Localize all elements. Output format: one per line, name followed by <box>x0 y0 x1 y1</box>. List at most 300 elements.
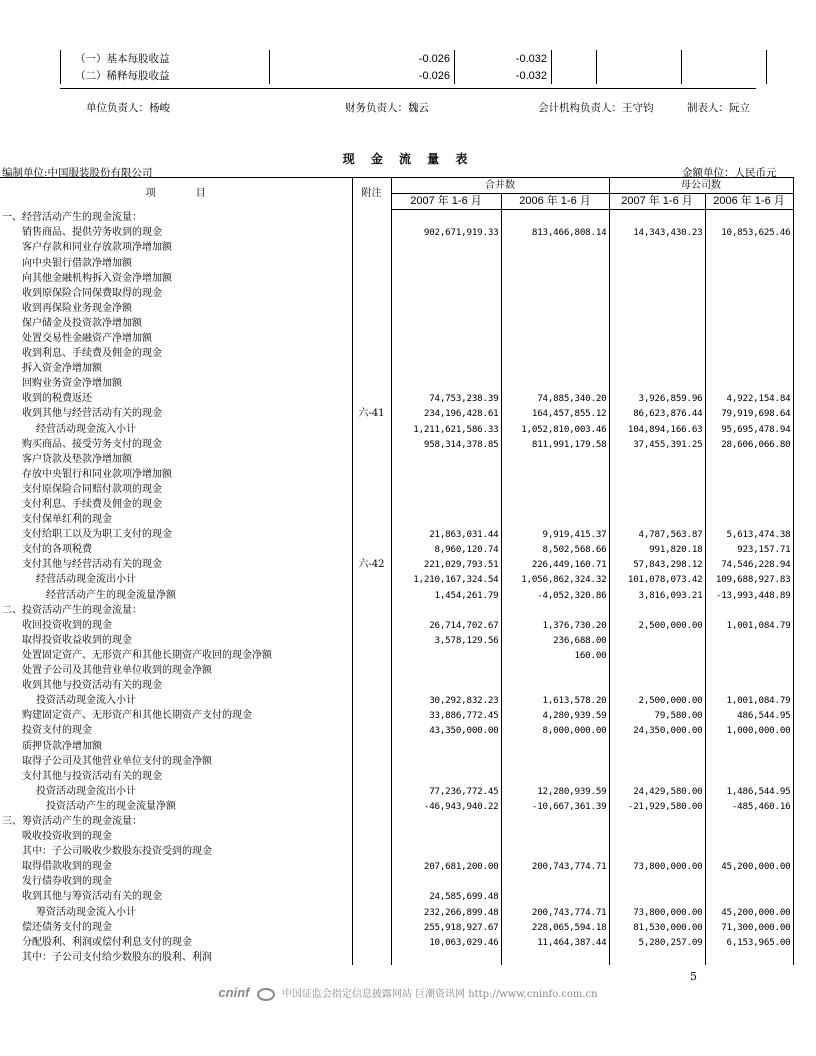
row-label: 取得投资收益收到的现金 <box>22 634 132 646</box>
row-amount <box>501 240 609 255</box>
row-label: 购建固定资产、无形资产和其他长期资产支付的现金 <box>22 710 252 722</box>
row-amount: 1,056,862,324.32 <box>501 572 609 587</box>
row-label: 回购业务资金净增加额 <box>22 378 122 390</box>
table-row <box>0 935 793 950</box>
row-amount: 1,211,621,586.33 <box>391 422 501 437</box>
row-amount <box>705 271 793 286</box>
row-amount: 45,200,000.00 <box>705 905 793 920</box>
row-label: 收到其他与经营活动有关的现金 <box>22 408 162 420</box>
row-note <box>352 708 391 723</box>
row-note <box>352 422 391 437</box>
row-amount <box>705 648 793 663</box>
row-note <box>352 678 391 693</box>
row-amount <box>705 497 793 512</box>
table-row <box>0 678 793 693</box>
table-row <box>0 603 793 618</box>
row-amount <box>391 271 501 286</box>
page-number: 5 <box>690 970 697 983</box>
row-amount: -21,929,580.00 <box>609 799 705 814</box>
row-amount <box>609 316 705 331</box>
row-amount <box>391 512 501 527</box>
row-amount <box>501 316 609 331</box>
row-amount: 71,300,000.00 <box>705 920 793 935</box>
row-amount <box>609 452 705 467</box>
row-note <box>352 512 391 527</box>
table-row <box>0 271 793 286</box>
row-amount <box>391 874 501 889</box>
row-amount: 255,918,927.67 <box>391 920 501 935</box>
row-amount: 9,919,415.37 <box>501 527 609 542</box>
row-amount <box>391 286 501 301</box>
row-label: 投资活动产生的现金流量净额 <box>46 800 176 812</box>
table-row <box>0 361 793 376</box>
row-amount: 81,530,000.00 <box>609 920 705 935</box>
note-header: 附注 <box>352 178 391 210</box>
row-note <box>352 859 391 874</box>
row-amount <box>609 678 705 693</box>
row-amount <box>705 482 793 497</box>
row-label: 支付原保险合同赔付款项的现金 <box>22 483 162 495</box>
row-label: 质押贷款净增加额 <box>22 740 102 752</box>
row-amount <box>391 738 501 753</box>
row-amount: 8,000,000.00 <box>501 723 609 738</box>
table-row <box>0 708 793 723</box>
row-note <box>352 874 391 889</box>
row-amount: 24,585,699.48 <box>391 889 501 904</box>
row-amount <box>609 633 705 648</box>
row-amount: 160.00 <box>501 648 609 663</box>
row-amount: 228,065,594.18 <box>501 920 609 935</box>
table-row <box>0 829 793 844</box>
row-amount: 958,314,378.85 <box>391 437 501 452</box>
accounting-head-signature: 会计机构负责人：王守钧 <box>538 102 654 114</box>
row-amount: 73,800,000.00 <box>609 859 705 874</box>
row-label: 处置固定资产、无形资产和其他长期资产收回的现金净额 <box>22 649 272 661</box>
row-note <box>352 618 391 633</box>
row-amount: 226,449,160.71 <box>501 557 609 572</box>
table-row <box>0 663 793 678</box>
row-amount: 486,544.95 <box>705 708 793 723</box>
row-amount <box>391 769 501 784</box>
row-amount: -485,460.16 <box>705 799 793 814</box>
row-note <box>352 935 391 950</box>
row-amount <box>501 512 609 527</box>
table-row <box>0 769 793 784</box>
row-label: 收到原保险合同保费取得的现金 <box>22 287 162 299</box>
row-amount <box>391 678 501 693</box>
row-amount <box>609 603 705 618</box>
row-amount: 8,960,120.74 <box>391 542 501 557</box>
table-row <box>0 754 793 769</box>
row-amount: 1,052,810,003.46 <box>501 422 609 437</box>
eps-table <box>60 50 767 84</box>
table-row <box>0 738 793 753</box>
row-label: 收到其他与筹资活动有关的现金 <box>22 891 162 903</box>
row-note <box>352 452 391 467</box>
row-amount: 902,671,919.33 <box>391 225 501 240</box>
row-note <box>352 286 391 301</box>
row-amount <box>705 633 793 648</box>
row-label: 经营活动产生的现金流量净额 <box>46 589 176 601</box>
row-amount: 109,688,927.83 <box>705 572 793 587</box>
row-amount: 5,613,474.38 <box>705 527 793 542</box>
row-amount <box>501 754 609 769</box>
row-amount <box>609 376 705 391</box>
row-amount: 101,078,073.42 <box>609 572 705 587</box>
eps-label: （一）基本每股收益 <box>61 50 270 67</box>
table-row <box>0 814 793 829</box>
compiler-unit: 编制单位:中国服装股份有限公司 <box>2 167 153 179</box>
row-amount <box>501 271 609 286</box>
row-amount <box>501 452 609 467</box>
row-amount <box>705 889 793 904</box>
row-amount <box>391 210 501 226</box>
row-label: 吸收投资收到的现金 <box>22 831 112 843</box>
row-amount: 74,546,228.94 <box>705 557 793 572</box>
row-amount <box>609 286 705 301</box>
table-row <box>0 301 793 316</box>
table-row <box>0 210 793 226</box>
row-amount: 33,886,772.45 <box>391 708 501 723</box>
row-note <box>352 920 391 935</box>
row-amount: 991,820.18 <box>609 542 705 557</box>
row-amount <box>391 754 501 769</box>
table-row <box>0 240 793 255</box>
row-amount <box>609 769 705 784</box>
row-amount <box>705 678 793 693</box>
row-label: 偿还债务支付的现金 <box>22 921 112 933</box>
eps-row-basic <box>61 50 767 67</box>
row-amount <box>391 331 501 346</box>
table-row <box>0 331 793 346</box>
row-amount <box>391 301 501 316</box>
row-amount: 45,200,000.00 <box>705 859 793 874</box>
row-note <box>352 799 391 814</box>
row-amount: 1,454,261.79 <box>391 588 501 603</box>
row-amount <box>501 361 609 376</box>
eps-value: -0.026 <box>270 50 455 67</box>
row-label: 投资活动现金流入小计 <box>36 695 136 707</box>
row-amount: 236,688.00 <box>501 633 609 648</box>
row-amount <box>609 512 705 527</box>
row-note <box>352 527 391 542</box>
table-row <box>0 422 793 437</box>
row-amount: 12,280,939.59 <box>501 784 609 799</box>
row-label: 客户贷款及垫款净增加额 <box>22 453 132 465</box>
table-row <box>0 950 793 965</box>
row-amount <box>501 482 609 497</box>
row-amount: 14,343,430.23 <box>609 225 705 240</box>
row-amount <box>391 814 501 829</box>
row-note <box>352 437 391 452</box>
row-amount <box>705 950 793 965</box>
row-amount: 207,681,200.00 <box>391 859 501 874</box>
row-amount: 30,292,832.23 <box>391 693 501 708</box>
row-label: 购买商品、接受劳务支付的现金 <box>22 438 162 450</box>
parent-header: 母公司数 <box>609 178 793 194</box>
row-amount <box>609 210 705 226</box>
row-amount <box>501 844 609 859</box>
row-note <box>352 588 391 603</box>
row-label: 支付给职工以及为职工支付的现金 <box>22 529 172 541</box>
footer-text: 中国证监会指定信息披露网站 巨潮资讯网 http://www.cninfo.com.cn <box>281 989 598 1000</box>
row-amount: 811,991,179.58 <box>501 437 609 452</box>
row-amount: -4,052,320.86 <box>501 588 609 603</box>
row-label: 经营活动现金流出小计 <box>36 574 136 586</box>
row-amount <box>609 301 705 316</box>
row-amount <box>501 376 609 391</box>
row-amount <box>609 950 705 965</box>
footer <box>0 985 816 1001</box>
table-row <box>0 874 793 889</box>
row-note <box>352 301 391 316</box>
row-label: 存放中央银行和同业款项净增加额 <box>22 468 172 480</box>
row-label: 发行债券收到的现金 <box>22 876 112 888</box>
row-amount <box>501 814 609 829</box>
row-amount <box>609 814 705 829</box>
row-amount <box>609 255 705 270</box>
row-note <box>352 603 391 618</box>
row-label: 收到其他与投资活动有关的现金 <box>22 680 162 692</box>
row-amount: 3,926,859.96 <box>609 391 705 406</box>
row-amount: 57,843,298.12 <box>609 557 705 572</box>
row-label: 投资活动现金流出小计 <box>36 785 136 797</box>
row-amount: 77,236,772.45 <box>391 784 501 799</box>
table-row <box>0 920 793 935</box>
row-amount: 8,502,568.66 <box>501 542 609 557</box>
row-amount <box>391 497 501 512</box>
row-amount <box>705 210 793 226</box>
row-label: 收回投资收到的现金 <box>22 619 112 631</box>
row-amount <box>705 829 793 844</box>
row-label: 取得借款收到的现金 <box>22 861 112 873</box>
row-amount <box>609 240 705 255</box>
row-label: 处置交易性金融资产净增加额 <box>22 332 152 344</box>
row-amount <box>391 376 501 391</box>
period-header: 2006 年 1-6 月 <box>501 194 609 210</box>
table-row <box>0 905 793 920</box>
row-amount: 1,486,544.95 <box>705 784 793 799</box>
row-amount <box>501 210 609 226</box>
row-amount <box>705 874 793 889</box>
row-amount <box>391 482 501 497</box>
row-note <box>352 255 391 270</box>
row-note <box>352 497 391 512</box>
row-note <box>352 271 391 286</box>
table-row <box>0 542 793 557</box>
row-amount: 24,350,000.00 <box>609 723 705 738</box>
table-bottom-rule <box>60 88 756 89</box>
row-amount <box>501 286 609 301</box>
table-row <box>0 286 793 301</box>
row-amount: 200,743,774.71 <box>501 859 609 874</box>
table-row <box>0 406 793 421</box>
row-amount: 86,623,876.44 <box>609 406 705 421</box>
row-label: 分配股利、利润或偿付利息支付的现金 <box>22 936 192 948</box>
row-label: 处置子公司及其他营业单位收到的现金净额 <box>22 665 212 677</box>
row-label: 保户储金及投资款净增加额 <box>22 317 142 329</box>
row-amount <box>705 301 793 316</box>
row-amount <box>391 950 501 965</box>
row-note <box>352 346 391 361</box>
table-row <box>0 376 793 391</box>
table-row <box>0 512 793 527</box>
row-note <box>352 769 391 784</box>
eps-row-diluted <box>61 67 767 84</box>
table-row <box>0 572 793 587</box>
row-amount <box>391 255 501 270</box>
row-amount <box>609 346 705 361</box>
row-amount <box>391 844 501 859</box>
row-label: 向中央银行借款净增加额 <box>22 257 132 269</box>
table-row <box>0 588 793 603</box>
row-amount: 74,885,340.20 <box>501 391 609 406</box>
row-amount <box>705 316 793 331</box>
row-amount <box>609 738 705 753</box>
row-amount <box>391 346 501 361</box>
row-amount <box>705 754 793 769</box>
row-amount: 200,743,774.71 <box>501 905 609 920</box>
row-amount: 2,500,000.00 <box>609 618 705 633</box>
table-row <box>0 859 793 874</box>
row-amount: 79,919,698.64 <box>705 406 793 421</box>
page-title: 现 金 流 量 表 <box>342 152 474 166</box>
eps-value: -0.026 <box>270 67 455 84</box>
row-label: 其中：子公司吸收少数股东投资受到的现金 <box>22 846 212 858</box>
table-row <box>0 527 793 542</box>
row-amount <box>391 603 501 618</box>
row-amount: -13,993,448.89 <box>705 588 793 603</box>
row-amount <box>705 814 793 829</box>
row-note <box>352 467 391 482</box>
row-label: 收到的税费返还 <box>22 393 92 405</box>
row-amount <box>501 950 609 965</box>
row-amount <box>705 376 793 391</box>
row-amount <box>501 301 609 316</box>
row-amount <box>501 603 609 618</box>
row-amount <box>391 467 501 482</box>
row-amount: 1,376,730.20 <box>501 618 609 633</box>
row-amount <box>609 482 705 497</box>
row-note <box>352 633 391 648</box>
row-amount <box>705 663 793 678</box>
row-amount <box>609 361 705 376</box>
row-label: 支付其他与投资活动有关的现金 <box>22 770 162 782</box>
row-amount: 234,196,428.61 <box>391 406 501 421</box>
row-amount <box>609 331 705 346</box>
row-amount: 2,500,000.00 <box>609 693 705 708</box>
row-amount <box>609 271 705 286</box>
row-amount <box>705 286 793 301</box>
row-amount <box>705 240 793 255</box>
row-label: 客户存款和同业存放款项净增加额 <box>22 242 172 254</box>
row-note <box>352 814 391 829</box>
row-amount: 164,457,855.12 <box>501 406 609 421</box>
eps-value: -0.032 <box>455 67 552 84</box>
eps-value: -0.032 <box>455 50 552 67</box>
row-note <box>352 693 391 708</box>
row-amount <box>501 874 609 889</box>
row-amount <box>609 829 705 844</box>
table-row <box>0 391 793 406</box>
item-header: 项 目 <box>0 178 352 210</box>
row-amount <box>609 663 705 678</box>
row-amount <box>705 452 793 467</box>
row-amount <box>609 889 705 904</box>
row-amount <box>501 769 609 784</box>
row-label: 支付的各项税费 <box>22 544 92 556</box>
row-note <box>352 663 391 678</box>
row-amount <box>501 255 609 270</box>
table-row <box>0 889 793 904</box>
row-amount <box>391 316 501 331</box>
cninfo-logo: cninf <box>218 985 250 1000</box>
row-amount: 21,863,031.44 <box>391 527 501 542</box>
row-amount <box>705 844 793 859</box>
row-amount: 5,280,257.09 <box>609 935 705 950</box>
row-note <box>352 542 391 557</box>
row-note <box>352 210 391 226</box>
row-amount <box>705 467 793 482</box>
table-row <box>0 844 793 859</box>
row-note <box>352 829 391 844</box>
row-amount: 11,464,387.44 <box>501 935 609 950</box>
row-amount: 1,613,578.20 <box>501 693 609 708</box>
row-amount: 74,753,238.39 <box>391 391 501 406</box>
row-amount: 104,894,166.63 <box>609 422 705 437</box>
row-amount: 4,922,154.84 <box>705 391 793 406</box>
row-note <box>352 648 391 663</box>
row-note <box>352 754 391 769</box>
consolidated-header: 合并数 <box>391 178 609 194</box>
row-amount <box>705 346 793 361</box>
row-amount <box>501 497 609 512</box>
row-amount <box>501 738 609 753</box>
row-label: 二、投资活动产生的现金流量： <box>2 604 142 616</box>
row-note <box>352 376 391 391</box>
row-note <box>352 391 391 406</box>
row-label: 销售商品、提供劳务收到的现金 <box>22 227 162 239</box>
row-amount <box>391 648 501 663</box>
row-label: 筹资活动现金流入小计 <box>36 906 136 918</box>
row-amount <box>609 844 705 859</box>
row-label: 支付保单红利的现金 <box>22 514 112 526</box>
row-note <box>352 225 391 240</box>
period-header: 2007 年 1-6 月 <box>609 194 705 210</box>
row-amount <box>391 240 501 255</box>
row-amount <box>501 346 609 361</box>
table-row <box>0 467 793 482</box>
row-note <box>352 784 391 799</box>
table-row <box>0 255 793 270</box>
row-amount: 6,153,965.00 <box>705 935 793 950</box>
row-amount: 37,455,391.25 <box>609 437 705 452</box>
row-amount <box>609 754 705 769</box>
row-amount: 3,816,093.21 <box>609 588 705 603</box>
row-note <box>352 572 391 587</box>
table-row <box>0 799 793 814</box>
row-note <box>352 240 391 255</box>
row-note <box>352 889 391 904</box>
row-label: 支付其他与经营活动有关的现金 <box>22 559 162 571</box>
row-amount: 813,466,808.14 <box>501 225 609 240</box>
row-amount <box>501 663 609 678</box>
row-label: 拆入资金净增加额 <box>22 363 102 375</box>
row-amount: 10,063,029.46 <box>391 935 501 950</box>
row-amount <box>705 603 793 618</box>
row-amount: 4,280,939.59 <box>501 708 609 723</box>
row-label: 向其他金融机构拆入资金净增加额 <box>22 272 172 284</box>
